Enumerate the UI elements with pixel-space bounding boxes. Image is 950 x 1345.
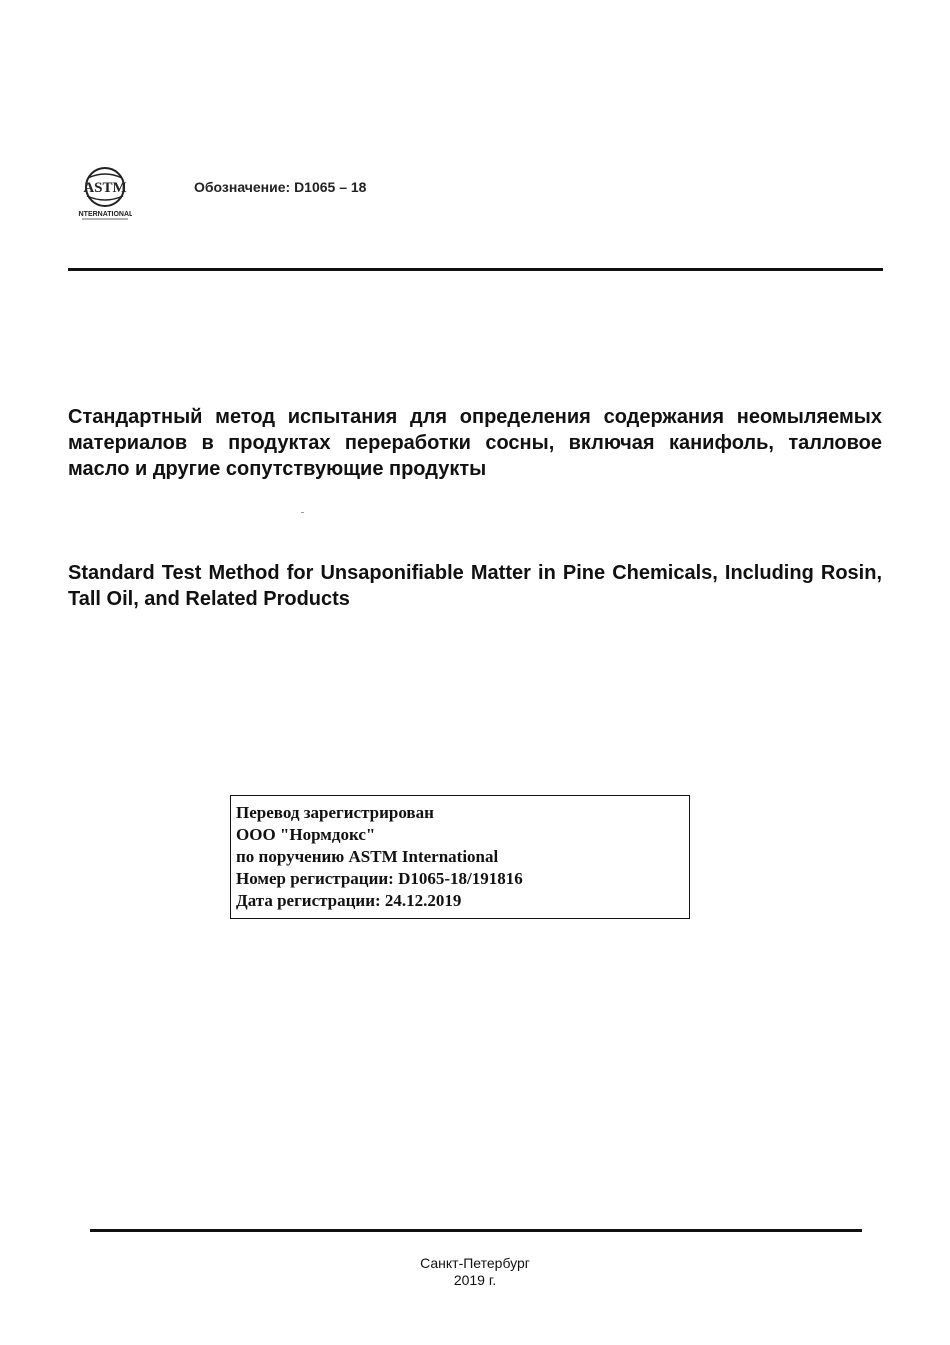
registration-line-number: Номер регистрации: D1065-18/191816 <box>236 869 523 888</box>
astm-logo <box>78 164 132 222</box>
registration-line-date: Дата регистрации: 24.12.2019 <box>236 891 462 910</box>
bottom-divider <box>90 1229 862 1232</box>
top-divider <box>68 268 883 271</box>
document-designation: Обозначение: D1065 – 18 <box>194 179 367 195</box>
registration-line-registered: Перевод зарегистрирован <box>236 803 434 822</box>
footer <box>0 1255 950 1289</box>
registration-box <box>230 795 690 919</box>
svg-text:INTERNATIONAL: INTERNATIONAL <box>78 211 132 218</box>
footer-year: 2019 г. <box>453 1272 497 1288</box>
stray-mark <box>301 512 304 513</box>
title-english: Standard Test Method for Unsaponifiable Matter in Pine Chemicals, Including Rosin, Tall Oil, and Related Products <box>68 562 882 610</box>
registration-line-commission: по поручению ASTM International <box>236 847 499 866</box>
footer-city: Санкт-Петербург <box>420 1255 530 1271</box>
registration-line-company: ООО "Нормдокс" <box>236 825 376 844</box>
svg-text:ASTM: ASTM <box>83 180 127 196</box>
title-russian: Стандартный метод испытания для определения содержания неомыляемых материалов в продуктах переработки сосны, включая канифоль, талловое масло и другие сопутствующие продукты <box>68 406 882 480</box>
